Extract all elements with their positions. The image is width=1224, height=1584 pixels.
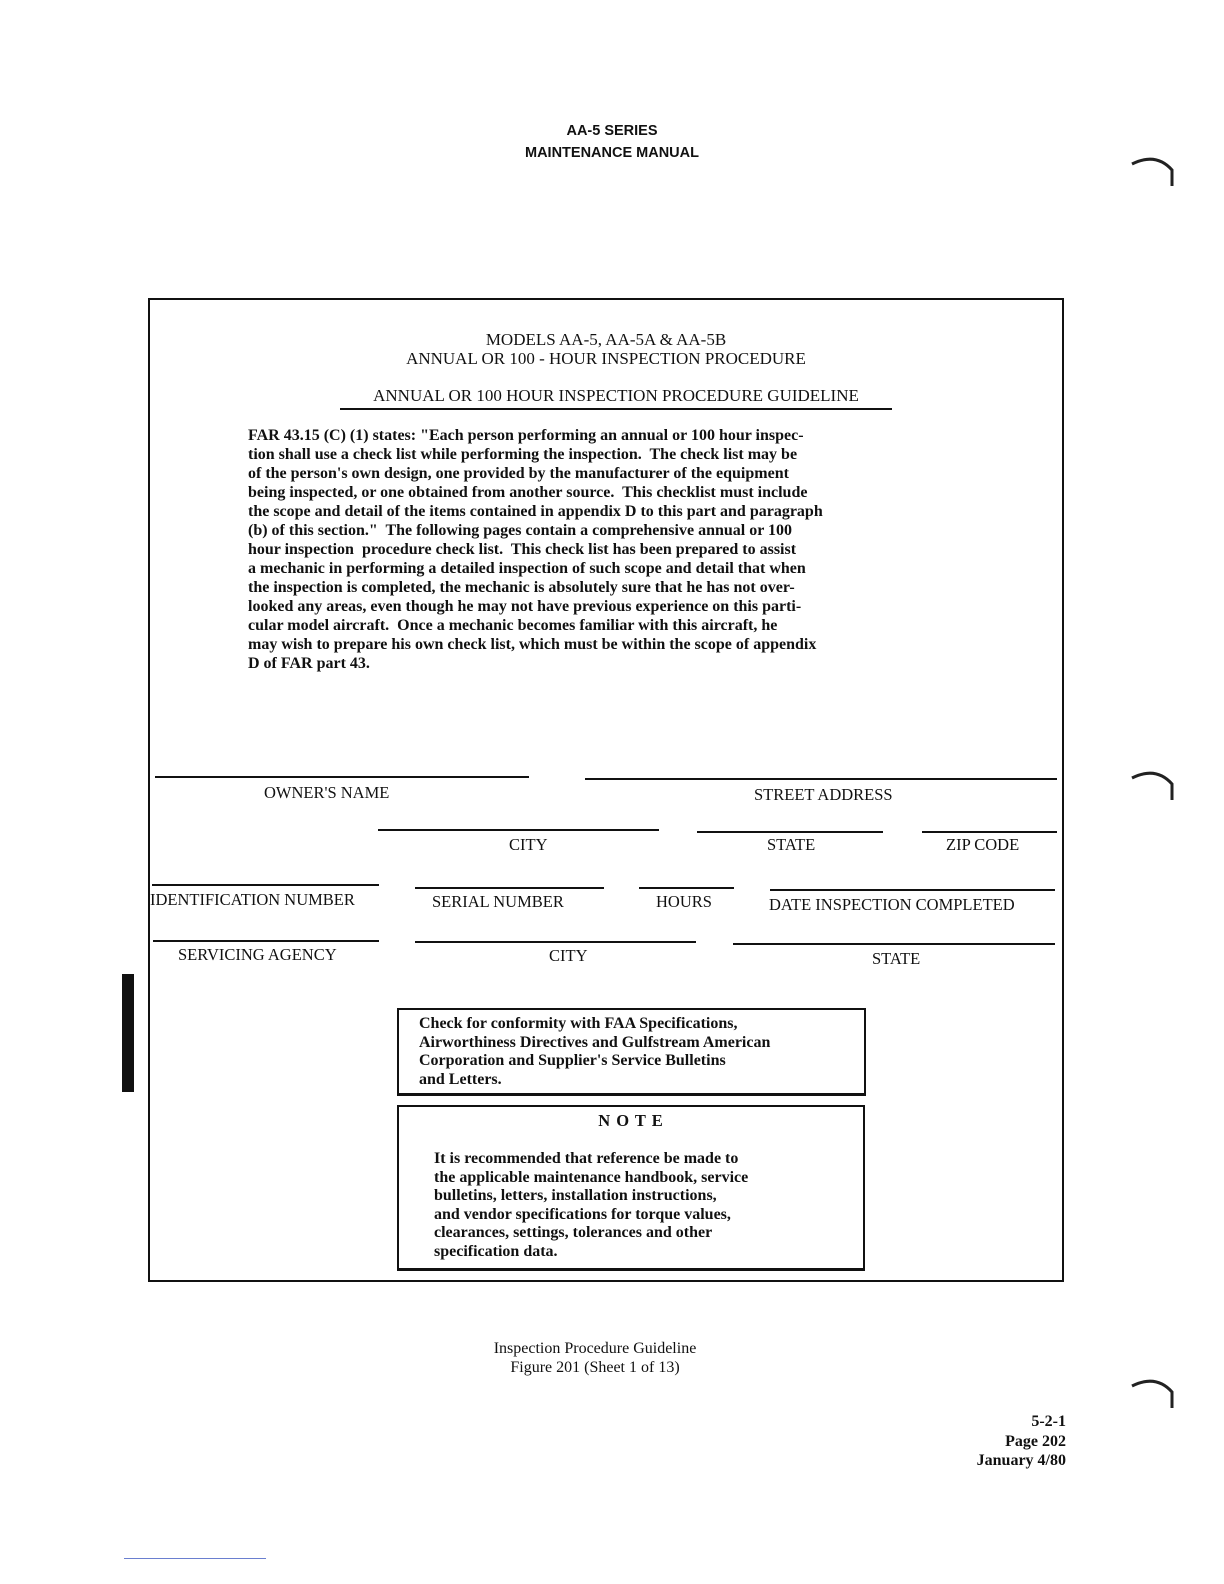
identification-number-label: IDENTIFICATION NUMBER — [150, 890, 355, 909]
agency-city-field[interactable] — [415, 941, 696, 943]
footer-rule — [124, 1558, 266, 1559]
serial-number-field[interactable] — [415, 887, 604, 889]
hours-label: HOURS — [656, 892, 712, 911]
figure-caption-number: Figure 201 (Sheet 1 of 13) — [510, 1359, 680, 1376]
conformity-check-text: Check for conformity with FAA Specifications, Airworthiness Directives and Gulfstream American Corporation and Supplier's Service Bulletins and Letters. — [419, 1015, 771, 1088]
servicing-agency-label: SERVICING AGENCY — [178, 945, 337, 964]
owners-name-label: OWNER'S NAME — [264, 783, 390, 802]
agency-state-field[interactable] — [733, 943, 1055, 945]
section-number: 5-2-1 — [1031, 1413, 1066, 1430]
city-label: CITY — [509, 835, 548, 854]
manual-series-title: AA-5 SERIES — [566, 123, 658, 139]
form-title-models: MODELS AA-5, AA-5A & AA-5B — [485, 330, 727, 349]
serial-number-label: SERIAL NUMBER — [432, 892, 564, 911]
date-inspection-completed-label: DATE INSPECTION COMPLETED — [769, 895, 1015, 914]
figure-caption-title: Inspection Procedure Guideline — [493, 1340, 697, 1357]
binder-hole-mark-icon — [1128, 1372, 1178, 1412]
zip-code-field[interactable] — [922, 831, 1057, 833]
note-heading: N O T E — [598, 1111, 664, 1130]
manual-title: MAINTENANCE MANUAL — [525, 145, 699, 161]
revision-date: January 4/80 — [976, 1452, 1066, 1469]
servicing-agency-field[interactable] — [153, 940, 379, 942]
date-inspection-completed-field[interactable] — [770, 889, 1055, 891]
far-requirement-paragraph: FAR 43.15 (C) (1) states: "Each person performing an annual or 100 hour inspec- tion shall use a check list while performing the inspection. The check list may be of the person's own design, one provided by the manufacturer of the equipment being inspected, or one obtained from another source. This checklist must include the scope and detail of the items contained in appendix D to this part and paragraph (b) of this section." The following pages contain a comprehensive annual or 100 hour inspection procedure check list. This check list has been prepared to assist a mechanic in performing a detailed inspection of such scope and detail that when the inspection is completed, the mechanic is absolutely sure that he has not over- looked any areas, even though he may not have previous experience on this parti- cular model aircraft. Once a mechanic becomes familiar with this aircraft, he may wish to prepare his own check list, which must be within the scope of appendix D of FAR part 43. — [248, 427, 823, 672]
state-field[interactable] — [697, 831, 883, 833]
form-subtitle: ANNUAL OR 100 HOUR INSPECTION PROCEDURE GUIDELINE — [340, 386, 892, 410]
agency-city-label: CITY — [549, 946, 588, 965]
change-bar — [122, 974, 134, 1092]
binder-hole-mark-icon — [1128, 150, 1178, 190]
street-address-field[interactable] — [585, 778, 1057, 780]
hours-field[interactable] — [639, 887, 734, 889]
state-label: STATE — [767, 835, 816, 854]
owners-name-field[interactable] — [155, 776, 529, 778]
zip-code-label: ZIP CODE — [946, 835, 1020, 854]
agency-state-label: STATE — [872, 949, 921, 968]
city-field[interactable] — [378, 829, 659, 831]
note-text: It is recommended that reference be made to the applicable maintenance handbook, service bulletins, letters, installation instructions, and vendor specifications for torque values, clearances, settings, tolerances and other specification data. — [434, 1150, 749, 1260]
page-number: Page 202 — [1005, 1433, 1066, 1450]
identification-number-field[interactable] — [152, 884, 379, 886]
form-title-procedure: ANNUAL OR 100 - HOUR INSPECTION PROCEDURE — [406, 349, 806, 368]
street-address-label: STREET ADDRESS — [754, 785, 893, 804]
binder-hole-mark-icon — [1128, 764, 1178, 804]
